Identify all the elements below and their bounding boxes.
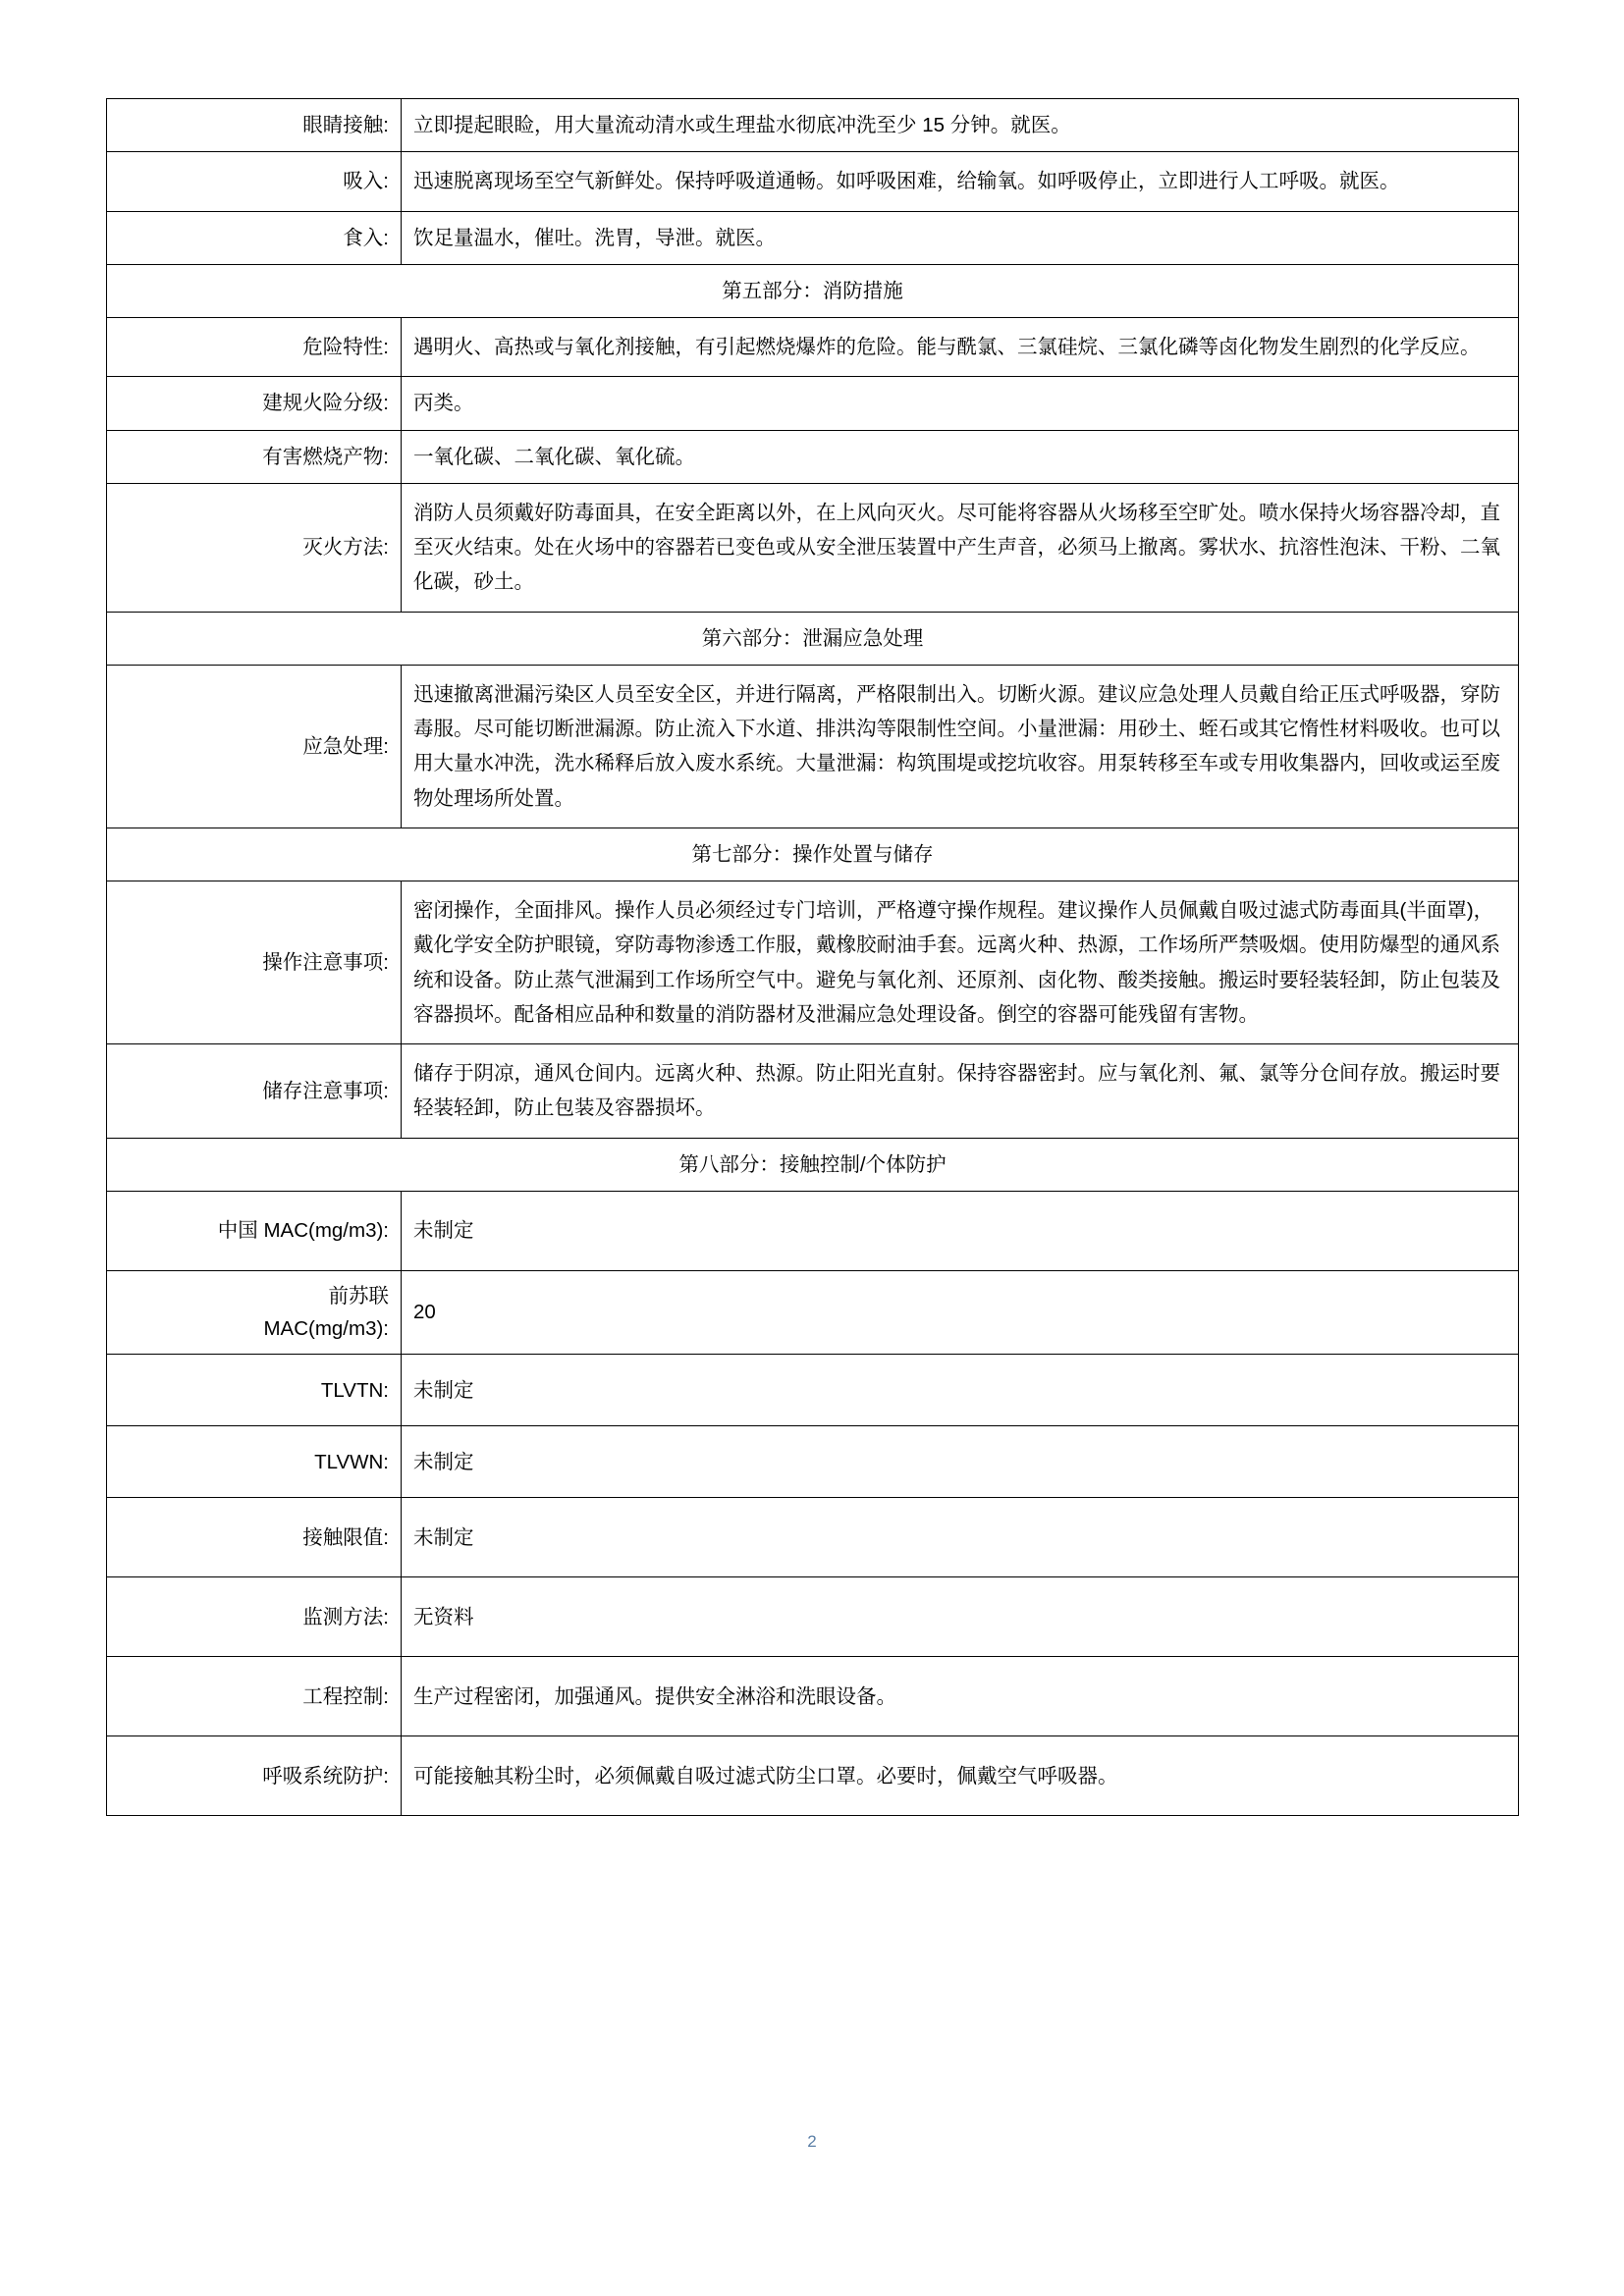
table-row bbox=[107, 318, 1519, 377]
page-number: 2 bbox=[807, 2132, 817, 2151]
row-value: 储存于阴凉，通风仓间内。远离火种、热源。防止阳光直射。保持容器密封。应与氧化剂、氟、氯等分仓间存放。搬运时要轻装轻卸，防止包装及容器损坏。 bbox=[402, 1044, 1519, 1139]
section-title: 第五部分：消防措施 bbox=[107, 264, 1519, 317]
row-label: 中国 MAC(mg/m3): bbox=[107, 1191, 402, 1270]
section-row bbox=[107, 264, 1519, 317]
row-value: 未制定 bbox=[402, 1426, 1519, 1498]
row-label: 接触限值: bbox=[107, 1498, 402, 1577]
row-label-line2: MAC(mg/m3): bbox=[263, 1316, 389, 1340]
row-label: 呼吸系统防护: bbox=[107, 1736, 402, 1816]
table-row bbox=[107, 1044, 1519, 1139]
row-value: 未制定 bbox=[402, 1498, 1519, 1577]
row-label bbox=[107, 1270, 402, 1354]
row-label: 操作注意事项: bbox=[107, 881, 402, 1044]
table-row bbox=[107, 1577, 1519, 1657]
table-row bbox=[107, 99, 1519, 152]
row-value: 迅速撤离泄漏污染区人员至安全区，并进行隔离，严格限制出入。切断火源。建议应急处理人员戴自给正压式呼吸器，穿防毒服。尽可能切断泄漏源。防止流入下水道、排洪沟等限制性空间。小量泄漏：用砂土、蛭石或其它惰性材料吸收。也可以用大量水冲洗，洗水稀释后放入废水系统。大量泄漏：构筑围堤或挖坑收容。用泵转移至车或专用收集器内，回收或运至废物处理场所处置。 bbox=[402, 665, 1519, 828]
row-label: 应急处理: bbox=[107, 665, 402, 828]
section-title: 第八部分：接触控制/个体防护 bbox=[107, 1138, 1519, 1191]
section-row bbox=[107, 1138, 1519, 1191]
row-value: 迅速脱离现场至空气新鲜处。保持呼吸道通畅。如呼吸困难，给输氧。如呼吸停止，立即进行人工呼吸。就医。 bbox=[402, 152, 1519, 211]
section-row bbox=[107, 828, 1519, 881]
section-row bbox=[107, 612, 1519, 665]
row-label: TLVWN: bbox=[107, 1426, 402, 1498]
table-row bbox=[107, 152, 1519, 211]
row-value: 遇明火、高热或与氧化剂接触，有引起燃烧爆炸的危险。能与酰氯、三氯硅烷、三氯化磷等卤化物发生剧烈的化学反应。 bbox=[402, 318, 1519, 377]
row-label: 灭火方法: bbox=[107, 483, 402, 612]
row-value: 生产过程密闭，加强通风。提供安全淋浴和洗眼设备。 bbox=[402, 1657, 1519, 1736]
row-value: 未制定 bbox=[402, 1355, 1519, 1426]
row-value: 20 bbox=[402, 1270, 1519, 1354]
msds-table-body bbox=[107, 99, 1519, 1816]
table-row bbox=[107, 665, 1519, 828]
row-label: TLVTN: bbox=[107, 1355, 402, 1426]
msds-table bbox=[106, 98, 1519, 1816]
row-value: 丙类。 bbox=[402, 377, 1519, 430]
table-row bbox=[107, 881, 1519, 1044]
row-label: 储存注意事项: bbox=[107, 1044, 402, 1139]
row-value: 一氧化碳、二氧化碳、氧化硫。 bbox=[402, 430, 1519, 483]
row-label-line1: 前苏联 bbox=[328, 1284, 389, 1308]
row-label: 有害燃烧产物: bbox=[107, 430, 402, 483]
row-value: 密闭操作，全面排风。操作人员必须经过专门培训，严格遵守操作规程。建议操作人员佩戴自吸过滤式防毒面具(半面罩)，戴化学安全防护眼镜，穿防毒物渗透工作服，戴橡胶耐油手套。远离火种、热源，工作场所严禁吸烟。使用防爆型的通风系统和设备。防止蒸气泄漏到工作场所空气中。避免与氧化剂、还原剂、卤化物、酸类接触。搬运时要轻装轻卸，防止包装及容器损坏。配备相应品种和数量的消防器材及泄漏应急处理设备。倒空的容器可能残留有害物。 bbox=[402, 881, 1519, 1044]
table-row bbox=[107, 377, 1519, 430]
row-label: 吸入: bbox=[107, 152, 402, 211]
row-label: 工程控制: bbox=[107, 1657, 402, 1736]
table-row bbox=[107, 1426, 1519, 1498]
section-title: 第六部分：泄漏应急处理 bbox=[107, 612, 1519, 665]
table-row bbox=[107, 430, 1519, 483]
row-value: 饮足量温水，催吐。洗胃，导泄。就医。 bbox=[402, 211, 1519, 264]
table-row bbox=[107, 1355, 1519, 1426]
row-label: 监测方法: bbox=[107, 1577, 402, 1657]
table-row bbox=[107, 1498, 1519, 1577]
row-value: 未制定 bbox=[402, 1191, 1519, 1270]
row-value: 可能接触其粉尘时，必须佩戴自吸过滤式防尘口罩。必要时，佩戴空气呼吸器。 bbox=[402, 1736, 1519, 1816]
table-row bbox=[107, 1657, 1519, 1736]
row-label: 眼睛接触: bbox=[107, 99, 402, 152]
table-row bbox=[107, 1191, 1519, 1270]
row-label: 危险特性: bbox=[107, 318, 402, 377]
table-row bbox=[107, 1270, 1519, 1354]
table-row bbox=[107, 211, 1519, 264]
section-title: 第七部分：操作处置与储存 bbox=[107, 828, 1519, 881]
row-value: 立即提起眼睑，用大量流动清水或生理盐水彻底冲洗至少 15 分钟。就医。 bbox=[402, 99, 1519, 152]
table-row bbox=[107, 1736, 1519, 1816]
row-value: 消防人员须戴好防毒面具，在安全距离以外，在上风向灭火。尽可能将容器从火场移至空旷处。喷水保持火场容器冷却，直至灭火结束。处在火场中的容器若已变色或从安全泄压装置中产生声音，必须马上撤离。雾状水、抗溶性泡沫、干粉、二氧化碳，砂土。 bbox=[402, 483, 1519, 612]
table-row bbox=[107, 483, 1519, 612]
row-label: 食入: bbox=[107, 211, 402, 264]
row-value: 无资料 bbox=[402, 1577, 1519, 1657]
row-label: 建规火险分级: bbox=[107, 377, 402, 430]
